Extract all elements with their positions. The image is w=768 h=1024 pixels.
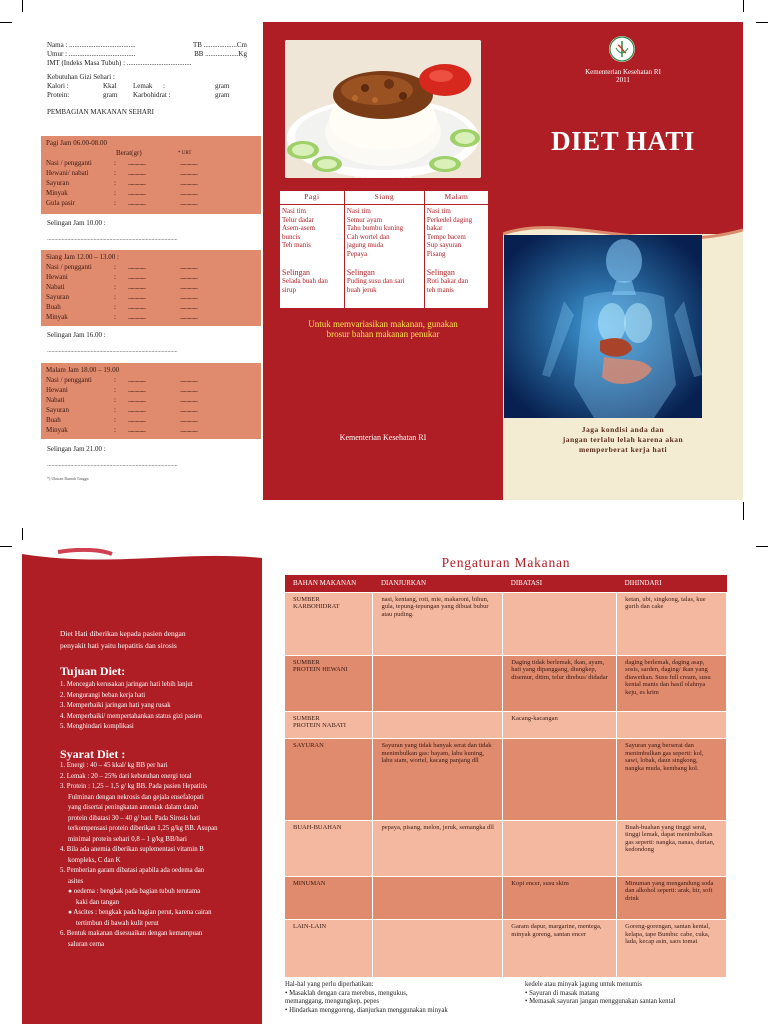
malam-line [46, 405, 256, 415]
tujuan-item: 1. Mencegah kerusakan jaringan hati lebih lanjut [60, 681, 193, 688]
worksheet-panel [22, 22, 262, 500]
selingan-10: Selingan Jam 10.00 : .......................................................................................... [47, 219, 257, 243]
pagi-line [46, 188, 256, 198]
siang-urt-field[interactable]: .............. [180, 302, 198, 311]
bb-field[interactable]: BB ...................Kg [194, 50, 247, 58]
ministry-logo [609, 36, 635, 62]
syarat-item: 3. Protein : 1,25 – 1,5 g/ kg BB. Pada pasien Hepatitis [60, 783, 208, 790]
bahan-cell: LAIN-LAIN [285, 920, 373, 977]
menu-item: Cah wortel dan [346, 232, 390, 241]
pagi-line [46, 198, 256, 208]
menu-item: Nasi tim [282, 207, 306, 215]
pengaturan-makanan-table [285, 575, 727, 977]
menu-item: buncis [282, 232, 301, 241]
malam-urt-field[interactable]: .............. [180, 425, 198, 434]
colon: : [114, 385, 116, 394]
table-row [285, 739, 727, 820]
table-row [285, 592, 727, 655]
dianjurkan-cell [373, 711, 503, 739]
selingan-pagi-cell [280, 267, 345, 309]
menu-item: Teh manis [282, 241, 311, 249]
colon: : [114, 168, 116, 177]
dibatasi-cell [503, 820, 617, 876]
menu-header-malam: Malam [424, 191, 488, 205]
siang-urt-field[interactable]: .............. [180, 262, 198, 271]
selingan-item: buah jeruk [346, 285, 377, 294]
bahan-cell: SUMBER PROTEIN HEWANI [285, 655, 373, 711]
malam-line [46, 415, 256, 425]
syarat-item: 1. Energi : 40 – 45 kkal/ kg BB per hari [60, 762, 168, 769]
colon: : [114, 178, 116, 187]
malam-berat-field[interactable]: .............. [128, 385, 146, 394]
colon: : [114, 262, 116, 271]
col-header-bahan: BAHAN MAKANAN [285, 575, 373, 592]
siang-berat-field[interactable]: .............. [128, 272, 146, 281]
dianjurkan-cell: Sayuran yang tidak banyak serat dan tidak menimbulkan gas: bayam, labu kuning, labu siam, wortel, kacang panjang dll [373, 739, 503, 820]
menu-item: Pisang [426, 249, 446, 258]
siang-line [46, 262, 256, 272]
syarat-item: yang disertai peningkatan amoniak dalam darah [68, 804, 199, 811]
syarat-heading: Syarat Diet : [60, 747, 126, 761]
bahan-cell: BUAH-BUAHAN [285, 820, 373, 876]
malam-item-label: Buah [46, 415, 61, 424]
pagi-berat-field[interactable]: .............. [128, 178, 146, 187]
siang-berat-field[interactable]: .............. [128, 262, 146, 271]
dianjurkan-cell: nasi, kentang, roti, mie, makaroni, bihun, gula, tepung-tepungan yang dibuat bubur atau puding. [373, 592, 503, 655]
siang-berat-field[interactable]: .............. [128, 312, 146, 321]
siang-box [41, 250, 261, 326]
syarat-list [60, 761, 260, 950]
tujuan-item: 2. Mengurangi beban kerja hati [60, 691, 146, 699]
pagi-title: Pagi Jam 06.00-08.00 [46, 139, 108, 147]
menu-item: bakar [426, 224, 443, 232]
malam-urt-field[interactable]: .............. [180, 405, 198, 414]
syarat-item: kaki dan tangan [76, 898, 120, 906]
pagi-urt-field[interactable]: .............. [180, 188, 198, 197]
menu-item: Perkedel daging [426, 215, 473, 224]
liver-anatomy-image [504, 235, 702, 418]
colon: : [114, 282, 116, 291]
menu-malam-cell [424, 205, 488, 267]
protein-row: Protein: gram Karbohidrat : gram [47, 91, 230, 99]
siang-berat-field[interactable]: .............. [128, 282, 146, 291]
malam-item-label: Hewani [46, 385, 68, 394]
imt-field[interactable]: IMT (Indeks Masa Tubuh) : ..................................... [47, 59, 192, 67]
siang-line [46, 272, 256, 282]
siang-urt-field[interactable]: .............. [180, 292, 198, 301]
syarat-item: asites [68, 877, 84, 885]
malam-line [46, 375, 256, 385]
pagi-urt-field[interactable]: .............. [180, 168, 198, 177]
colon: : [114, 302, 116, 311]
menu-item: Sup sayuran [426, 241, 462, 249]
colon: : [114, 405, 116, 414]
pagi-line [46, 158, 256, 168]
pagi-item-label: Nasi / pengganti [46, 158, 92, 167]
bahan-cell: SUMBER KARBOHIDRAT [285, 592, 373, 655]
syarat-item: 2. Lemak : 20 – 25% dari kebutuhan energi total [60, 772, 192, 780]
siang-urt-field[interactable]: .............. [180, 272, 198, 281]
bahan-cell: SAYURAN [285, 739, 373, 820]
tujuan-item: 3. Memperbaiki jaringan hati yang rusak [60, 702, 171, 709]
menu-item: Pepaya [346, 249, 368, 258]
dibatasi-cell: Garam dapur, margarine, mentega, minyak goreng, santan encer [503, 920, 617, 977]
colon: : [114, 188, 116, 197]
siang-berat-field[interactable]: .............. [128, 292, 146, 301]
pagi-item-label: Sayuran [46, 178, 69, 187]
menu-item: Tempe bacem [426, 232, 466, 241]
syarat-item: minimal protein sehari 0,8 – 1 g/kg BB/hari [68, 835, 187, 843]
syarat-item: 4. Bila ada anemia diberikan suplementasi vitamin B [60, 846, 204, 853]
malam-title: Malam Jam 18.00 – 19.00 [46, 366, 120, 374]
dianjurkan-cell [373, 655, 503, 711]
syarat-item: ● Ascites : bengkak pada bagian perut, karena cairan [68, 909, 212, 916]
cover-caption: Jaga kondisi anda dan jangan terlalu lelah karena akan memperberat kerja hati [562, 425, 684, 454]
selingan-malam-cell [424, 267, 488, 309]
pagi-item-label: Hewani/ nabati [46, 168, 89, 177]
crop-mark [22, 528, 23, 540]
crop-mark [0, 22, 12, 23]
syarat-item: ● oedema : bengkak pada bagian tubuh terutama [68, 888, 201, 895]
diet-info-panel [22, 548, 262, 1024]
malam-berat-field[interactable]: .............. [128, 405, 146, 414]
malam-line [46, 395, 256, 405]
malam-berat-field[interactable]: .............. [128, 395, 146, 404]
notes-right: kedele atau minyak jagung untuk menumis • Sayuran di masak matang • Memasak sayuran jangan menggunakan santan kental [525, 981, 676, 1005]
dihindari-cell: ketan, ubi, singkong, talas, kue gurih dan cake [617, 592, 727, 655]
dibatasi-cell: Daging tidak berlemak, ikan, ayam, hati yang dipanggang, diungkep, disemur, ditim, telur direbus/ didadar [503, 655, 617, 711]
dihindari-cell: daging berlemak, daging asap, sosis, sarden, daging/ ikan yang diawetkan. Susu full cream, susu kental manis dan hasil olahnya keju, es krim [617, 655, 727, 711]
malam-berat-field[interactable]: .............. [128, 425, 146, 434]
colon: : [114, 272, 116, 281]
umur-field[interactable]: Umur : ...................................... [47, 50, 136, 58]
tb-field[interactable]: TB ...................Cm [192, 41, 247, 49]
menu-item: jagung muda [346, 241, 384, 249]
malam-urt-field[interactable]: .............. [180, 415, 198, 424]
pembagian-heading: PEMBAGIAN MAKANAN SEHARI [47, 108, 154, 116]
cover-panel [503, 22, 743, 500]
malam-box [41, 363, 261, 439]
nasi-tim-photo [285, 40, 481, 178]
dihindari-cell: Sayuran yang berserat dan menimbulkan gas seperti: kol, sawi, lobak, daun singkong, nangka muda, kembang kol. [617, 739, 727, 820]
dianjurkan-cell: pepaya, pisang, melon, jeruk, semangka dll [373, 820, 503, 876]
colon: : [114, 375, 116, 384]
siang-item-label: Nasi / pengganti [46, 262, 92, 271]
pagi-box: Pagi Jam 06.00-08.00 Berat(gr) * URT Nasi / pengganti : .............. .............. Hewani/ nabati : .............. .............. Sayuran : .............. .............. Minyak : .............. .............. Gula pasir : .............. .............. [41, 136, 261, 214]
crop-mark [756, 22, 768, 23]
menu-item: Telur dadar [282, 215, 314, 224]
siang-urt-field[interactable]: .............. [180, 282, 198, 291]
siang-line [46, 282, 256, 292]
intro-text: Diet Hati diberikan kepada pasien dengan penyakit hati yaitu hepatitis dan sirosis [60, 629, 186, 650]
selingan-item: Puding susu dan sari [346, 277, 405, 285]
syarat-item: 5. Pemberian garam dibatasi apabila ada oedema dan [60, 867, 205, 874]
malam-berat-field[interactable]: .............. [128, 375, 146, 384]
pagi-line [46, 168, 256, 178]
kalori-row: Kalori : Kkal Lemak : gram [47, 82, 230, 90]
malam-line [46, 425, 256, 435]
siang-line [46, 302, 256, 312]
tujuan-list [60, 680, 260, 733]
selingan-label: Selingan [426, 267, 455, 277]
pagi-urt-field[interactable]: .............. [180, 178, 198, 187]
notes-left: Hal-hal yang perlu diperhatikan: • Masaklah dengan cara merebus, mengukus, memanggang, mengungkep, pepes • Hindarkan menggoreng, dianjurkan menggunakan minyak [285, 981, 448, 1014]
siang-item-label: Minyak [46, 312, 68, 321]
col-header-dihindari: DIHINDARI [617, 575, 727, 592]
selingan-item: teh manis [426, 285, 454, 294]
selingan-16: Selingan Jam 16.00 : .......................................................................................... [47, 331, 257, 355]
syarat-item: 6. Bentuk makanan disesuaikan dengan kemampuan [60, 930, 203, 937]
malam-urt-field[interactable]: .............. [180, 385, 198, 394]
crop-mark [22, 0, 23, 12]
dibatasi-cell: Kopi encer, susu skim [503, 876, 617, 920]
pagi-berat-field[interactable]: .............. [128, 168, 146, 177]
crop-mark [756, 546, 768, 547]
pagi-urt-field[interactable]: .............. [180, 198, 198, 207]
menu-panel [263, 22, 503, 500]
dihindari-cell: Minuman yang mengandung soda dan alkohol seperti: arak, bir, soft drink [617, 876, 727, 920]
pagi-item-label: Gula pasir [46, 198, 75, 207]
siang-item-label: Nabati [46, 282, 65, 291]
selingan-label: Selingan [282, 267, 310, 277]
dibatasi-cell [503, 739, 617, 820]
malam-item-label: Sayuran [46, 405, 69, 414]
colon: : [114, 425, 116, 434]
bahan-cell: MINUMAN [285, 876, 373, 920]
tujuan-heading: Tujuan Diet: [60, 664, 126, 678]
tujuan-item: 4. Memperbaiki/ mempertahankan status gizi pasien [60, 712, 202, 720]
nama-field[interactable]: Nama : ...................................... [47, 41, 136, 49]
menu-item: Nasi tim [426, 207, 451, 215]
ministry-footer: Kementerian Kesehatan RI [339, 433, 427, 442]
menu-header-pagi: Pagi [280, 191, 345, 205]
col-header-dianjurkan: DIANJURKAN [373, 575, 503, 592]
selingan-21: Selingan Jam 21.00 : .......................................................................................... [47, 445, 257, 469]
table-row [285, 655, 727, 711]
syarat-item: protein dibatasi 30 – 40 g/ hari. Pada Sirosis hati [68, 814, 201, 822]
selingan-21-field[interactable]: .......................................................................................... [47, 460, 178, 468]
syarat-item: saluran cerna [68, 940, 105, 948]
siang-item-label: Hewani [46, 272, 68, 281]
table-row [285, 711, 727, 739]
dihindari-cell [617, 711, 727, 739]
colon: : [114, 198, 116, 207]
siang-urt-field[interactable]: .............. [180, 312, 198, 321]
table-row [285, 876, 727, 920]
colon: : [114, 292, 116, 301]
syarat-item: terkompensasi protein diberikan 1,25 g/kg BB. Asupan [68, 825, 218, 832]
pagi-line [46, 178, 256, 188]
selingan-16-field[interactable]: .......................................................................................... [47, 346, 178, 354]
menu-pagi-cell [280, 205, 345, 267]
dibatasi-cell: Kacang-kacangan [503, 711, 617, 739]
crop-mark [743, 502, 744, 520]
siang-berat-field[interactable]: .............. [128, 302, 146, 311]
cover-title: DIET HATI [551, 126, 695, 156]
selingan-siang-cell [344, 267, 424, 309]
menu-item: Semur ayam [346, 215, 383, 224]
bahan-cell: SUMBER PROTEIN NABATI [285, 711, 373, 739]
header-wave [22, 548, 262, 584]
dihindari-cell: Buah-buahan yang tinggi serat, tinggi lemak, dapat menimbulkan gas seperti: nangka, nanas, durian, kedondong [617, 820, 727, 876]
pagi-berat-field[interactable]: .............. [128, 188, 146, 197]
table-row [285, 920, 727, 977]
siang-item-label: Buah [46, 302, 61, 311]
malam-item-label: Minyak [46, 425, 68, 434]
colon: : [114, 312, 116, 321]
penukar-note: Untuk memvariasikan makanan, gunakan brosur bahan makanan penukar [308, 319, 458, 339]
selingan-10-field[interactable]: .......................................................................................... [47, 234, 178, 242]
ministry-name: Kementerian Kesehatan RI 2011 [585, 68, 661, 84]
colon: : [114, 415, 116, 424]
tujuan-item: 5. Menghindari komplikasi [60, 723, 134, 730]
pagi-berat-field[interactable]: .............. [128, 198, 146, 207]
menu-header-siang: Siang [344, 191, 424, 205]
dianjurkan-cell [373, 876, 503, 920]
dihindari-cell: Goreng-gorengan, santan kental, kelapa, tape Bumbu: cabe, cuka, lada, kecap asin, saos tomat [617, 920, 727, 977]
malam-line [46, 385, 256, 395]
crop-mark [743, 0, 744, 12]
menu-item: Nasi tim [346, 207, 371, 215]
dibatasi-cell [503, 592, 617, 655]
colon: : [114, 158, 116, 167]
crop-mark [0, 546, 12, 547]
colon: : [114, 395, 116, 404]
malam-urt-field[interactable]: .............. [180, 395, 198, 404]
dianjurkan-cell [373, 920, 503, 977]
pagi-item-label: Minyak [46, 188, 68, 197]
menu-item: Tahu bumbu kuning [346, 224, 404, 232]
kebutuhan-label: Kebutuhan Gizi Sehari : [47, 73, 115, 81]
patient-info [47, 41, 247, 117]
siang-line [46, 312, 256, 322]
menu-siang-cell [344, 205, 424, 267]
malam-item-label: Nasi / pengganti [46, 375, 92, 384]
siang-line [46, 292, 256, 302]
syarat-item: kompleks, C dan K [68, 856, 121, 864]
table-row [285, 820, 727, 876]
siang-item-label: Sayuran [46, 292, 69, 301]
selingan-label: Selingan [346, 267, 375, 277]
siang-title: Siang Jam 12.00 – 13.00 : [46, 253, 119, 261]
contoh-menu-table [279, 190, 489, 308]
selingan-item: sirup [282, 285, 296, 294]
syarat-item: tertimbun di bawah kulit perut [76, 919, 159, 927]
malam-urt-field[interactable]: .............. [180, 375, 198, 384]
selingan-item: Roti bakar dan [426, 277, 469, 285]
col-header-dibatasi: DIBATASI [503, 575, 617, 592]
urt-footnote: *) Ukuran Rumah Tangga [47, 476, 89, 481]
malam-item-label: Nabati [46, 395, 65, 404]
malam-berat-field[interactable]: .............. [128, 415, 146, 424]
menu-item: Asem-asem [282, 224, 316, 232]
pengaturan-title: Pengaturan Makanan [441, 555, 571, 570]
syarat-item: Fulminan dengan nekrosis dan gejala ensefalopati [68, 793, 204, 801]
contoh-menu-title: Contoh Menu [353, 171, 413, 180]
selingan-item: Selada buah dan [282, 277, 328, 285]
pagi-urt-field[interactable]: .............. [180, 158, 198, 167]
pagi-berat-field[interactable]: .............. [128, 158, 146, 167]
